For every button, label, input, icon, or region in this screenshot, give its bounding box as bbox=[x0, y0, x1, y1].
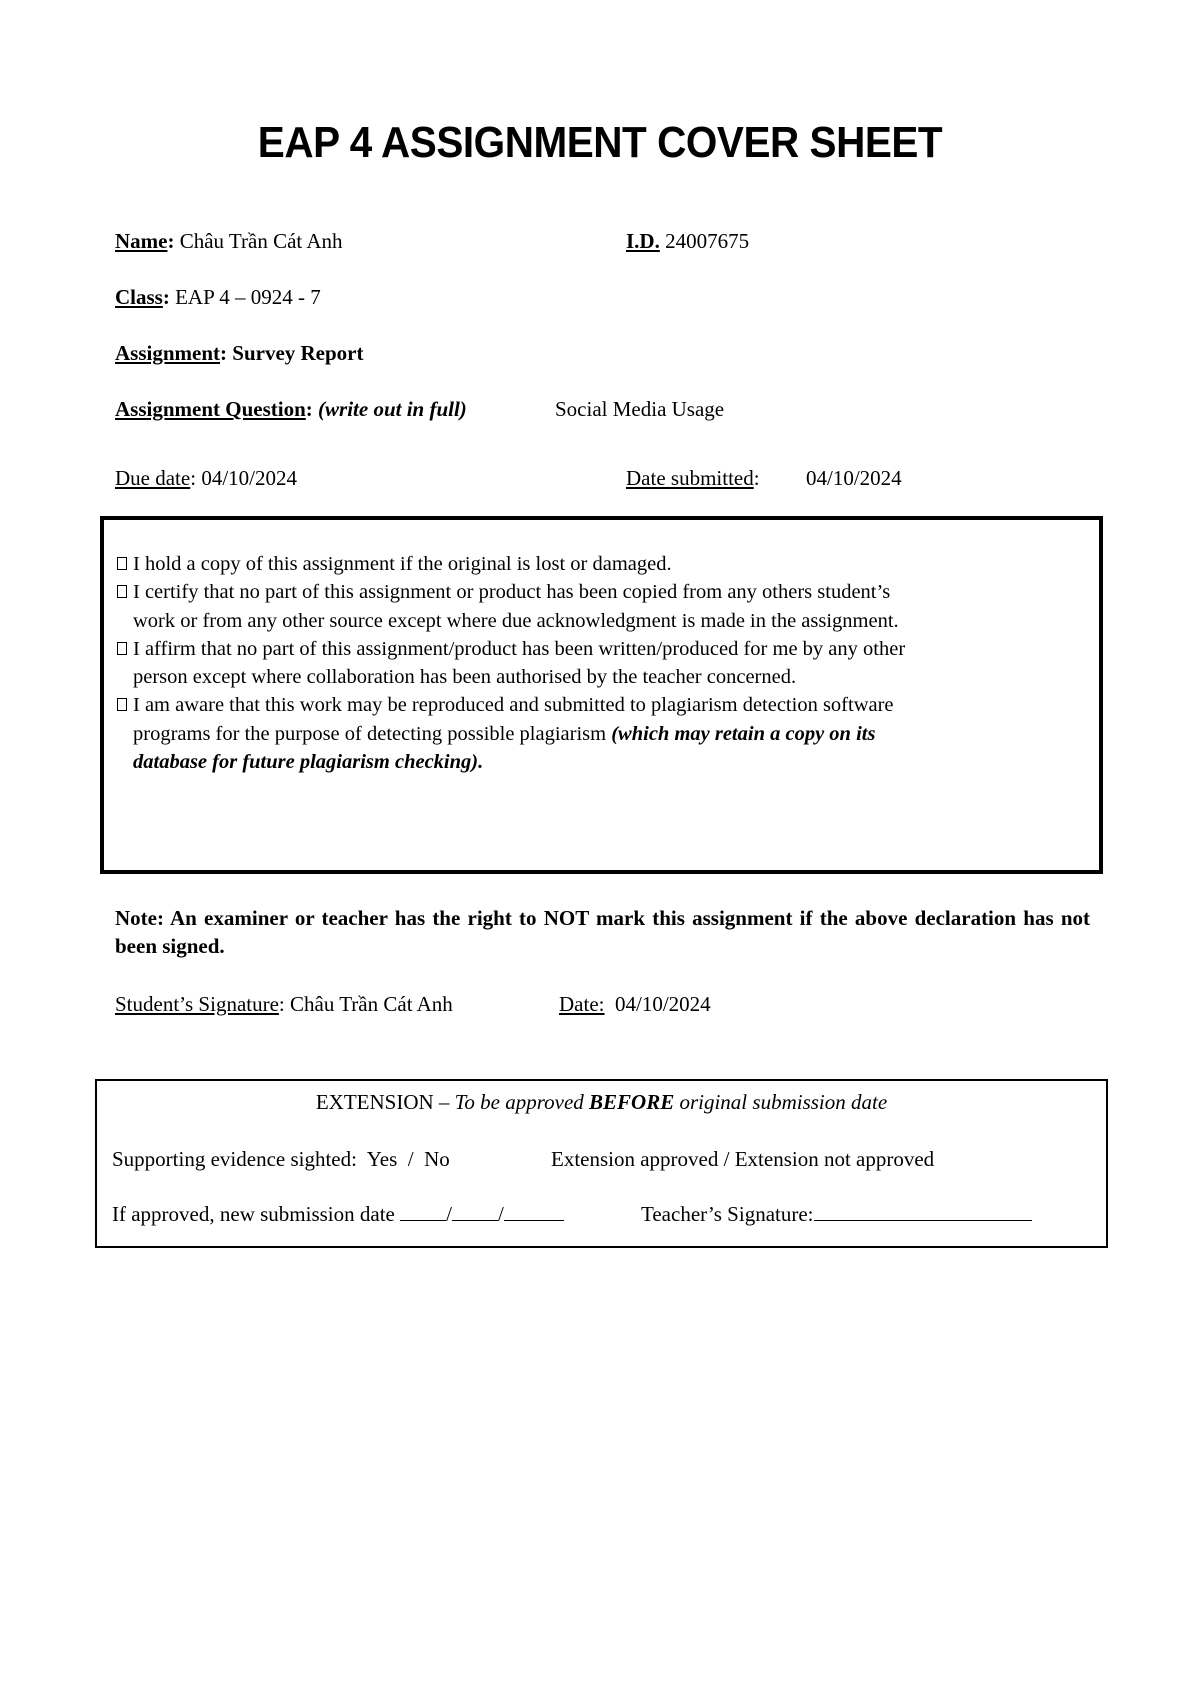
extension-heading-prefix: EXTENSION – bbox=[315, 1090, 450, 1114]
extension-heading-italic-2: original submission date bbox=[679, 1090, 888, 1114]
new-date-label: If approved, new submission date bbox=[112, 1202, 395, 1226]
new-date-row: If approved, new submission date / / bbox=[112, 1202, 564, 1227]
extension-heading-italic-1: To be approved bbox=[454, 1090, 584, 1114]
signature-row: Student’s Signature: Châu Trần Cát Anh bbox=[115, 992, 453, 1016]
extension-heading-bold: BEFORE bbox=[589, 1090, 675, 1114]
checkbox-icon[interactable] bbox=[117, 698, 127, 711]
name-colon: : bbox=[167, 229, 175, 253]
declaration-item bbox=[115, 578, 915, 635]
declaration-text: I certify that no part of this assignment or product has been copied from any others student’s work or from any other source except where due acknowledgment is made in the assignment. bbox=[133, 581, 899, 632]
declaration-list bbox=[115, 550, 915, 776]
evidence-row bbox=[112, 1147, 450, 1172]
name-value: Châu Trần Cát Anh bbox=[179, 229, 343, 253]
new-date-year-blank[interactable] bbox=[504, 1202, 564, 1221]
declaration-item bbox=[115, 635, 915, 692]
question-colon: : bbox=[305, 397, 313, 421]
evidence-label: Supporting evidence sighted: bbox=[112, 1147, 357, 1171]
new-date-month-blank[interactable] bbox=[452, 1202, 498, 1221]
due-value: 04/10/2024 bbox=[201, 466, 297, 490]
assignment-label: Assignment bbox=[115, 341, 221, 365]
name-label: Name bbox=[115, 229, 168, 253]
class-label: Class bbox=[115, 285, 163, 309]
signature-date-value: 04/10/2024 bbox=[614, 992, 711, 1016]
declaration-emphasis: (which may retain a copy on its database for future plagiarism checking). bbox=[133, 722, 876, 774]
submitted-row: Date submitted: bbox=[626, 466, 760, 490]
question-value: Social Media Usage bbox=[555, 397, 725, 421]
id-value: 24007675 bbox=[665, 229, 750, 253]
page-title: EAP 4 ASSIGNMENT COVER SHEET bbox=[257, 118, 943, 167]
signature-label: Student’s Signature bbox=[115, 992, 279, 1016]
note-text: Note: An examiner or teacher has the right to NOT mark this assignment if the above declaration has not been signed. bbox=[115, 906, 1090, 958]
id-label: I.D. bbox=[626, 229, 660, 253]
declaration-text: I hold a copy of this assignment if the original is lost or damaged. bbox=[133, 553, 672, 575]
extension-heading bbox=[95, 1090, 1108, 1115]
approval-options: Extension approved / Extension not approved bbox=[551, 1147, 935, 1171]
checkbox-icon[interactable] bbox=[117, 585, 127, 598]
question-hint: (write out in full) bbox=[318, 397, 467, 421]
checkbox-icon[interactable] bbox=[117, 642, 127, 655]
submitted-label: Date submitted bbox=[626, 466, 754, 490]
declaration-text: I affirm that no part of this assignment/product has been written/produced for me by any other person except where collaboration has been authorised by the teacher concerned. bbox=[133, 637, 906, 689]
question-row bbox=[115, 397, 467, 422]
evidence-options: Yes / No bbox=[366, 1147, 450, 1171]
due-label: Due date bbox=[115, 466, 191, 490]
name-row bbox=[115, 229, 343, 254]
new-date-day-blank[interactable] bbox=[400, 1202, 446, 1221]
teacher-signature-label: Teacher’s Signature: bbox=[641, 1202, 814, 1226]
id-row bbox=[626, 229, 749, 254]
teacher-signature-blank[interactable] bbox=[814, 1202, 1032, 1221]
class-value: EAP 4 – 0924 - 7 bbox=[175, 285, 321, 309]
declaration-item bbox=[115, 691, 915, 776]
class-colon: : bbox=[162, 285, 170, 309]
assignment-colon: : bbox=[220, 341, 228, 365]
submitted-value: 04/10/2024 bbox=[806, 466, 902, 490]
class-row bbox=[115, 285, 321, 310]
declaration-text: I am aware that this work may be reproduced and submitted to plagiarism detection software programs for the purpose of detecting possible plagiarism bbox=[133, 694, 894, 745]
signature-date-label: Date: bbox=[559, 992, 605, 1016]
assignment-value: Survey Report bbox=[232, 341, 364, 365]
question-label: Assignment Question bbox=[115, 397, 306, 421]
checkbox-icon[interactable] bbox=[117, 557, 127, 570]
teacher-signature-row bbox=[641, 1202, 1032, 1227]
due-row: Due date: 04/10/2024 bbox=[115, 466, 297, 490]
assignment-row bbox=[115, 341, 364, 366]
declaration-item bbox=[115, 550, 915, 578]
signature-value: Châu Trần Cát Anh bbox=[290, 992, 453, 1016]
signature-date-row bbox=[559, 992, 711, 1017]
